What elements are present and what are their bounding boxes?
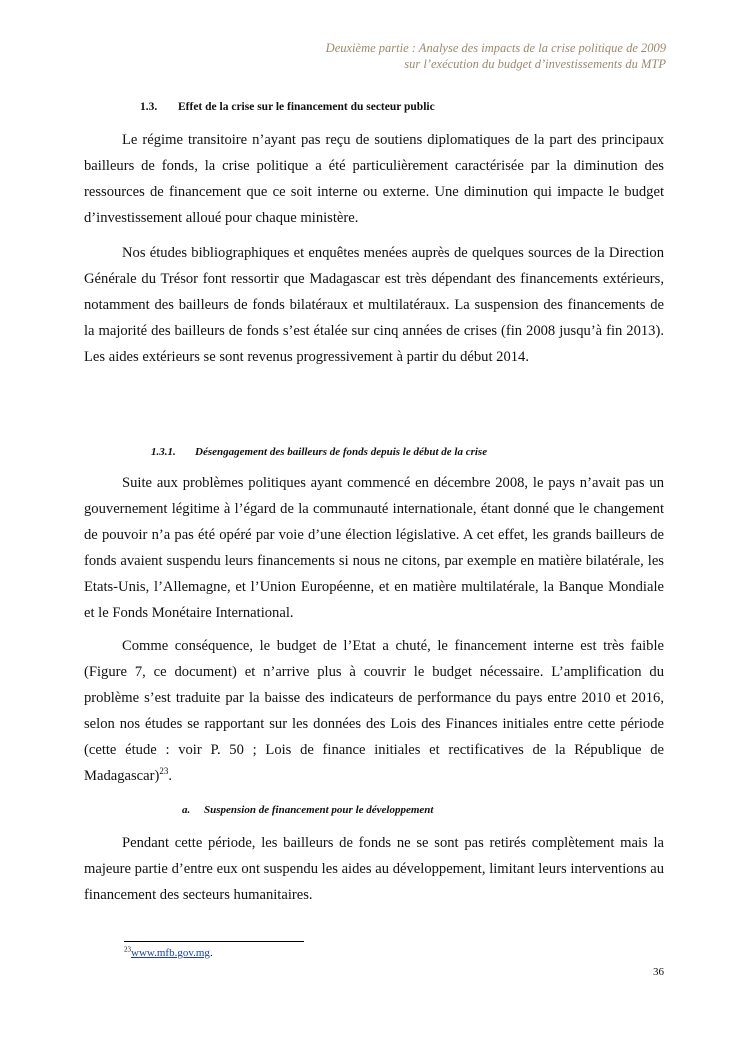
footnote-reference[interactable]: 23 (159, 766, 169, 777)
subsection-letter: a. (182, 804, 191, 816)
subsection-heading-a (182, 804, 433, 816)
section-heading-1-3 (140, 101, 435, 113)
header-line-1: Deuxième partie : Analyse des impacts de la crise politique de 2009 (325, 41, 666, 55)
paragraph-2: Nos études bibliographiques et enquêtes menées auprès de quelques sources de la Direction Générale du Trésor font ressortir que Madagascar est très dépendant des financements extérieurs, notamment des bailleurs de fonds bilatéraux et multilatéraux. La suspension des financements de la majorité des bailleurs de fonds s’est étalée sur cinq années de crises (fin 2008 jusqu’à fin 2013). Les aides extérieurs se sont revenus progressivement à partir du début 2014. (84, 245, 664, 366)
section-title: Désengagement des bailleurs de fonds depuis le début de la crise (195, 446, 488, 458)
subsection-title: Suspension de financement pour le développement (204, 804, 434, 816)
paragraph-1: Le régime transitoire n’ayant pas reçu de soutiens diplomatiques de la part des principaux bailleurs de fonds, la crise politique a été particulièrement caractérisée par la diminution des ressources de financement que ce soit interne ou externe. Une diminution qui impacte le budget d’investissement alloué pour chaque ministère. (84, 132, 664, 227)
section-number: 1.3. (140, 101, 158, 113)
paragraph-3: Suite aux problèmes politiques ayant commencé en décembre 2008, le pays n’avait pas un gouvernement légitime à l’égard de la communauté internationale, étant donné que le changement de pouvoir n’a pas été opéré par voie d’une élection législative. A cet effet, les grands bailleurs de fonds avaient suspendu leurs financements si nous ne citons, par exemple en matière bilatérale, les Etats-Unis, l’Allemagne, et l’Union Européenne, et en matière multilatérale, la Banque Mondiale et le Fonds Monétaire International. (84, 475, 664, 622)
footnote-link[interactable]: www.mfb.gov.mg (131, 947, 210, 959)
footnote-number: 23 (124, 945, 131, 954)
section-heading-1-3-1 (151, 446, 487, 458)
running-header (146, 40, 666, 72)
page-number: 36 (653, 966, 664, 978)
paragraph-4-end: . (168, 768, 173, 785)
paragraph-4-text: Comme conséquence, le budget de l’Etat a chuté, le financement interne est très faible (Figure 7, ce document) et n’arrive plus à couvrir le budget nécessaire. L’amplification du problème s’est traduite par la baisse des indicateurs de performance du pays entre 2010 et 2016, selon nos études se rapportant sur les données des Lois des Finances initiales entre cette période (cette étude : voir P. 50 ; Lois de finance initiales et rectificatives de la République de Madagascar) (84, 638, 664, 785)
footnote-end: . (209, 947, 213, 959)
header-line-2: sur l’exécution du budget d’investissements du MTP (404, 57, 666, 71)
footnote-divider (124, 941, 304, 942)
section-number: 1.3.1. (151, 446, 176, 458)
section-title: Effet de la crise sur le financement du secteur public (178, 101, 435, 113)
paragraph-5: Pendant cette période, les bailleurs de fonds ne se sont pas retirés complètement mais la majeure partie d’entre eux ont suspendu les aides au développement, limitant leurs interventions au financement des secteurs humanitaires. (84, 835, 664, 904)
paragraph-4 (84, 633, 664, 790)
footnote (124, 947, 213, 959)
